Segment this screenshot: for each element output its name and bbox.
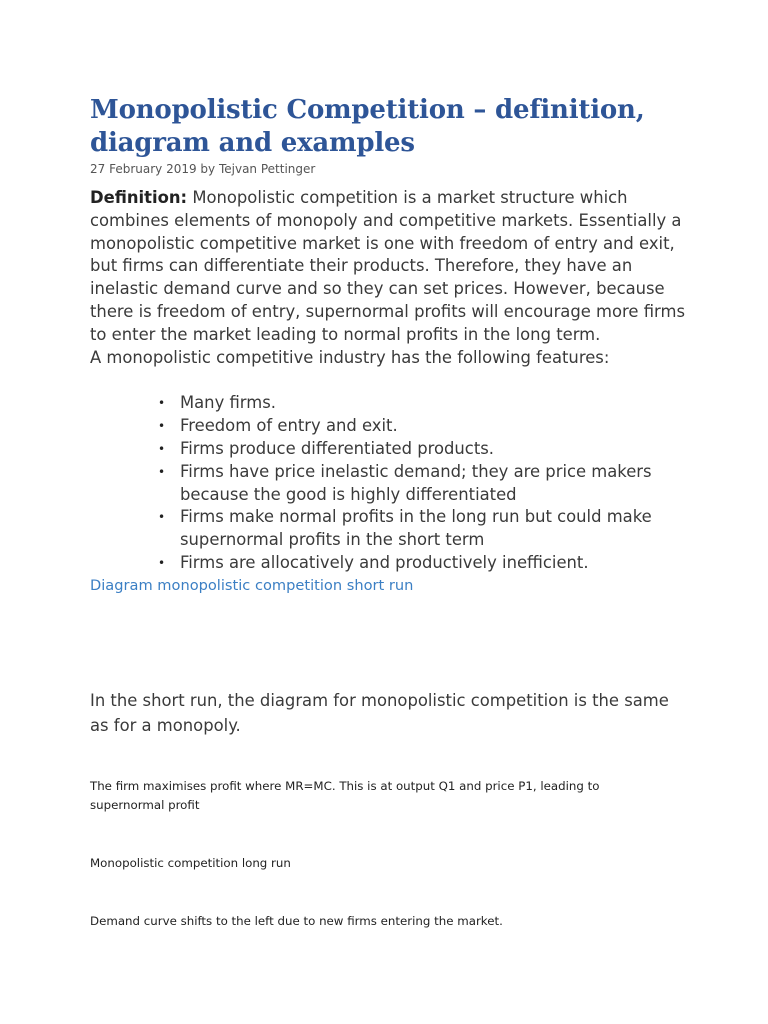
- definition-label: Definition:: [90, 188, 188, 207]
- short-run-paragraph: In the short run, the diagram for monopolistic competition is the same as for a monopoly.: [90, 691, 669, 735]
- list-item: [158, 392, 690, 415]
- caption-short-run: The firm maximises profit where MR=MC. This is at output Q1 and price P1, leading to supernormal profit: [90, 779, 600, 812]
- bullet-icon: •: [158, 419, 166, 434]
- definition-text: Monopolistic competition is a market structure which combines elements of monopoly and competitive markets. Essentially a monopolistic competitive market is one with freedom of entry and exit, but firms can differentiate their products. Therefore, they have an inelastic demand curve and so they can set prices. However, because there is freedom of entry, supernormal profits will encourage more firms to enter the market leading to normal profits in the long term.: [90, 188, 685, 344]
- feature-text: Firms are allocatively and productively inefficient.: [180, 552, 589, 572]
- article-byline: 27 February 2019 by Tejvan Pettinger: [90, 162, 316, 176]
- bullet-icon: •: [158, 441, 166, 456]
- list-item: [158, 506, 690, 552]
- feature-text: Firms make normal profits in the long run but could make supernormal profits in the short term: [180, 507, 652, 550]
- bullet-icon: •: [158, 555, 166, 570]
- features-intro: A monopolistic competitive industry has the following features:: [90, 347, 610, 367]
- list-item: [158, 552, 690, 575]
- list-item: [158, 461, 690, 507]
- feature-text: Firms have price inelastic demand; they are price makers because the good is highly differentiated: [180, 461, 652, 504]
- diagram-short-run-link[interactable]: Diagram monopolistic competition short run: [90, 576, 414, 594]
- heading-long-run: Monopolistic competition long run: [90, 856, 291, 870]
- bullet-icon: •: [158, 510, 166, 525]
- feature-text: Firms produce differentiated products.: [180, 438, 494, 458]
- caption-long-run: Demand curve shifts to the left due to new firms entering the market.: [90, 914, 503, 928]
- definition-paragraph: [90, 187, 690, 347]
- feature-text: Many firms.: [180, 393, 276, 413]
- bullet-icon: •: [158, 396, 166, 411]
- article-title: Monopolistic Competition – definition, diagram and examples: [90, 95, 645, 158]
- bullet-icon: •: [158, 464, 166, 479]
- list-item: [158, 438, 690, 461]
- feature-text: Freedom of entry and exit.: [180, 416, 398, 436]
- article: [90, 94, 690, 597]
- list-item: [158, 415, 690, 438]
- features-list: [90, 392, 690, 574]
